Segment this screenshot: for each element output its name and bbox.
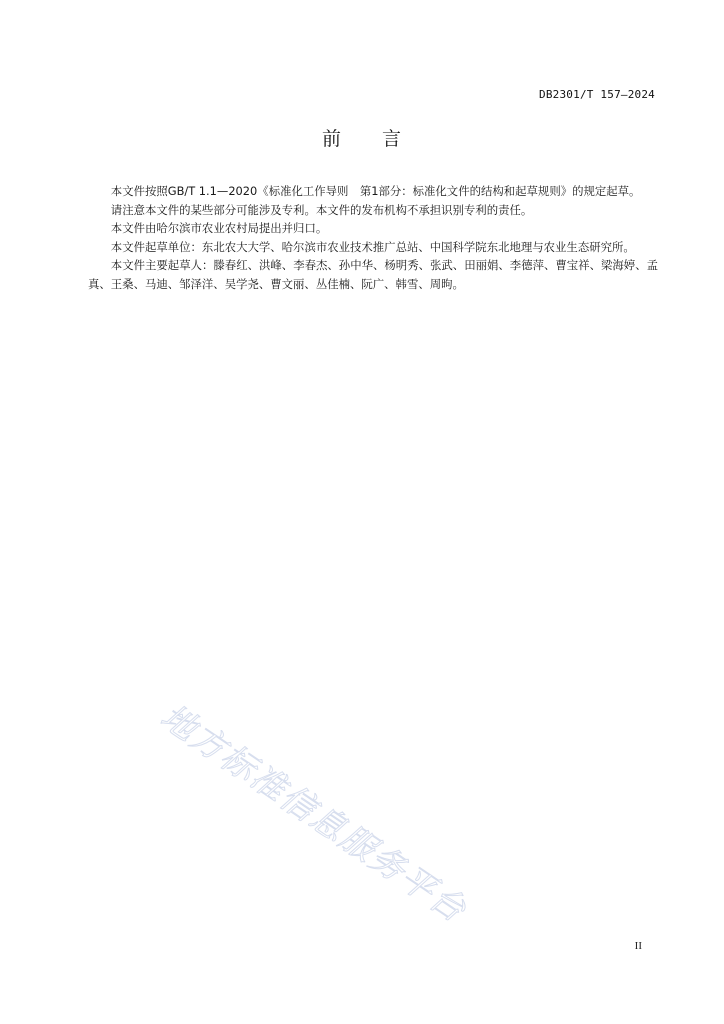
paragraph-drafting-rules: 本文件按照GB/T 1.1—2020《标准化工作导则 第1部分：标准化文件的结构和起草规则》的规定起草。 — [110, 184, 641, 198]
title-char-1: 前 — [321, 128, 342, 150]
paragraph-patent-notice: 请注意本文件的某些部分可能涉及专利。本文件的发布机构不承担识别专利的责任。 — [110, 202, 533, 217]
page-title — [0, 124, 724, 151]
page-number: II — [634, 940, 642, 952]
paragraph-drafters: 本文件主要起草人：滕春红、洪峰、李春杰、孙中华、杨明秀、张武、田丽娟、李德萍、曹宝祥、梁海婷、孟真、王桑、马迪、邹泽洋、吴学尧、曹文丽、丛佳楠、阮广、韩雪、周昫。 — [88, 258, 658, 291]
watermark: 地方标准信息服务平台 — [153, 696, 474, 932]
paragraph-proposer: 本文件由哈尔滨市农业农村局提出并归口。 — [110, 221, 328, 236]
foreword-body — [88, 182, 658, 294]
document-code: DB2301/T 157—2024 — [539, 88, 655, 101]
title-char-2: 言 — [382, 128, 403, 150]
paragraph-drafting-units: 本文件起草单位：东北农大大学、哈尔滨市农业技术推广总站、中国科学院东北地理与农业生态研究所。 — [110, 239, 635, 254]
